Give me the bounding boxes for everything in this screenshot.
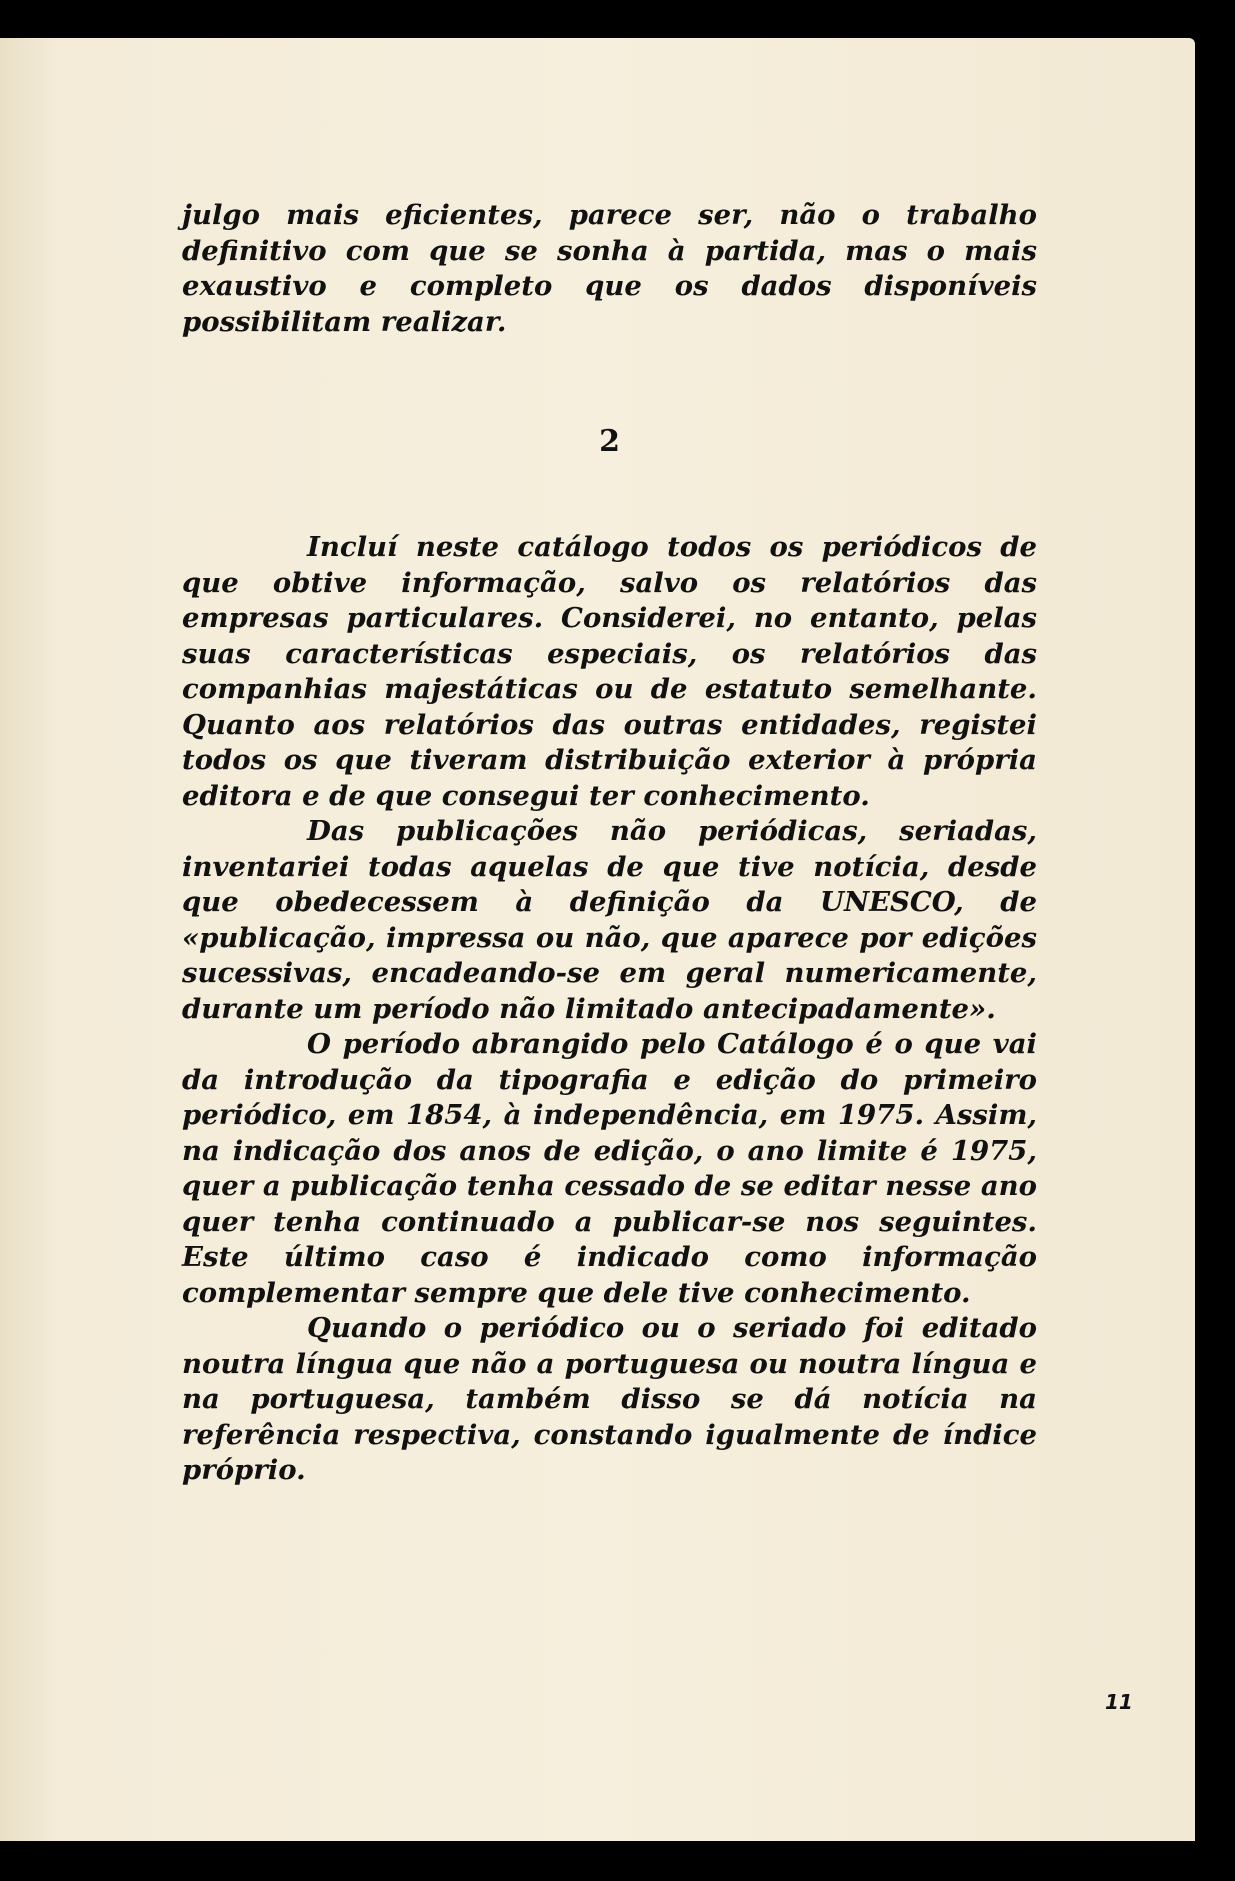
paragraph-2: Das publicações não periódicas, seriadas, inventariei todas aquelas de que tive notícia, desde que obedecessem à definição da UNESCO, de «publicação, impressa ou não, que aparece por edições sucessivas, encadeando-se em geral numericamente, durante um período não limitado antecipadamente». bbox=[182, 815, 1037, 1025]
paragraph-continued: julgo mais eficientes, parece ser, não o trabalho definitivo com que se sonha à partida, mas o mais exaustivo e completo que os dados disponíveis possibilitam realizar. bbox=[182, 199, 1037, 338]
paragraph-4: Quando o periódico ou o seriado foi editado noutra língua que não a portuguesa ou noutra língua e na portuguesa, também disso se dá notícia na referência respectiva, constando igualmente de índice próprio. bbox=[182, 1312, 1037, 1486]
page-number: 11 bbox=[1105, 1690, 1133, 1714]
body-text bbox=[182, 198, 1037, 1489]
section-number: 2 bbox=[599, 424, 620, 459]
book-page bbox=[0, 38, 1195, 1841]
paragraph-3: O período abrangido pelo Catálogo é o que vai da introdução da tipografia e edição do primeiro periódico, em 1854, à independência, em 1975. Assim, na indicação dos anos de edição, o ano limite é 1975, quer a publicação tenha cessado de se editar nesse ano quer tenha continuado a publicar-se nos seguintes. Este último caso é indicado como informação complementar sempre que dele tive conhecimento. bbox=[182, 1028, 1037, 1309]
paragraph-1: Incluí neste catálogo todos os periódicos de que obtive informação, salvo os relatórios das empresas particulares. Considerei, no entanto, pelas suas características especiais, os relatórios das companhias majestáticas ou de estatuto semelhante. Quanto aos relatórios das outras entidades, registei todos os que tiveram distribuição exterior à própria editora e de que consegui ter conhecimento. bbox=[182, 531, 1037, 812]
